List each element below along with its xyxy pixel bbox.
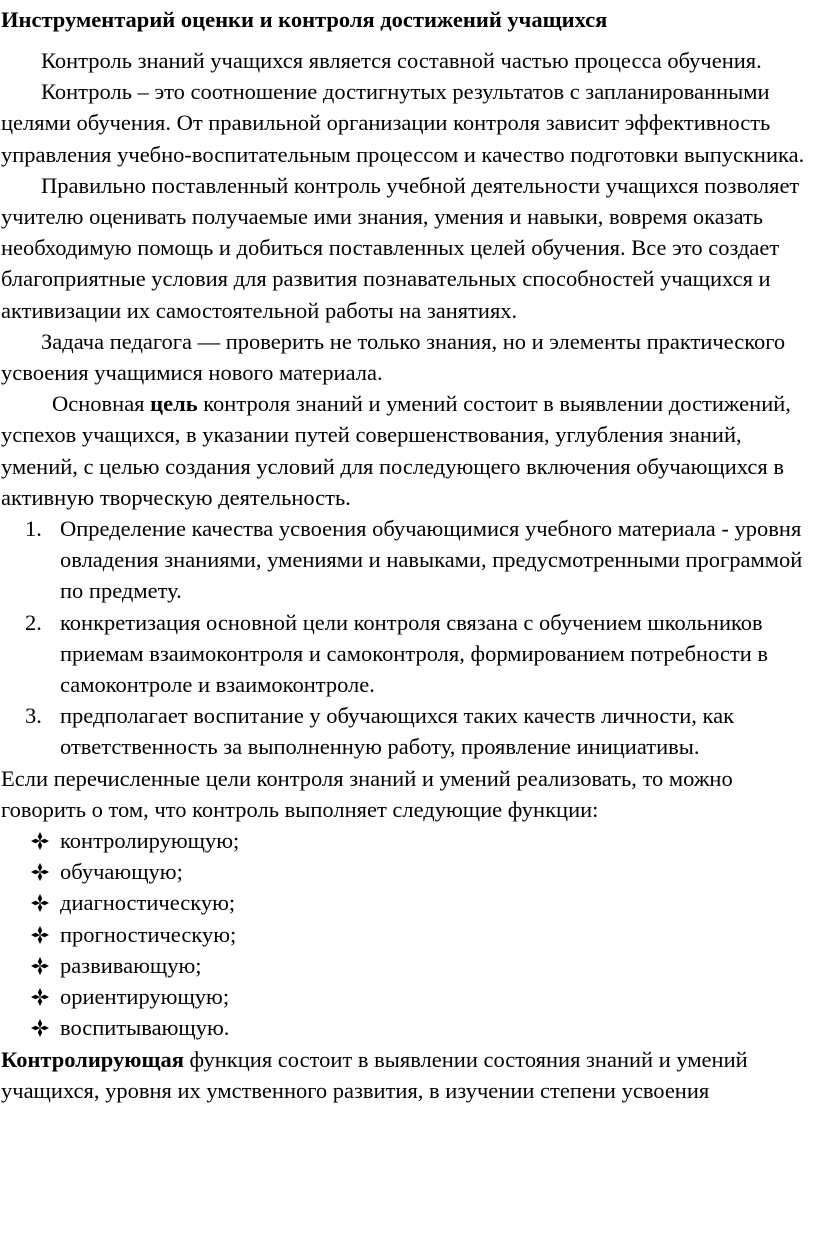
paragraph-3: Правильно поставленный контроль учебной деятельности учащихся позволяет учителю оценивать получаемые ими знания, умения и навыки, вовремя оказать необходимую помощь и добиться поставленных целей обучения. Все это создает благоприятные условия для развития познавательных способностей учащихся и активизации их самостоятельной работы на занятиях. <box>1 172 800 323</box>
list-item-text: воспитывающую. <box>60 1015 230 1041</box>
list-item <box>1 1012 812 1043</box>
list-item-text: контролирующую; <box>60 828 240 854</box>
paragraph-5 <box>1 388 812 513</box>
goals-list <box>1 513 812 763</box>
diamond-bullet-icon <box>31 832 49 850</box>
list-item-text: диагностическую; <box>60 890 236 916</box>
functions-list <box>1 825 812 1043</box>
list-item <box>1 825 812 856</box>
goal-term: цель <box>150 391 198 417</box>
paragraph-2: Контроль – это соотношение достигнутых результатов с запланированными целями обучения. От правильной организации контроля зависит эффективность управления учебно-воспитательным процессом и качество подготовки выпускника. <box>1 79 805 167</box>
diamond-bullet-icon <box>31 926 49 944</box>
list-item-text: конкретизация основной цели контроля связана с обучением школьников приемам взаимоконтроля и самоконтроля, формированием потребности в самоконтроле и взаимоконтроле. <box>60 609 769 698</box>
list-number: 1. <box>25 516 42 542</box>
diamond-bullet-icon <box>31 957 49 975</box>
list-item-text: обучающую; <box>60 859 183 885</box>
list-item <box>1 887 812 918</box>
list-item-text: предполагает воспитание у обучающихся таких качеств личности, как ответственность за выполненную работу, проявление инициативы. <box>60 703 735 760</box>
paragraph-1: Контроль знаний учащихся является составной частью процесса обучения. <box>41 48 762 73</box>
document-title: Инструментарий оценки и контроля достижений учащихся <box>1 7 608 32</box>
list-item <box>1 981 812 1012</box>
paragraph-7-rest: функция состоит в выявлении состояния знаний и умений учащихся, уровня их умственного развития, в изучении степени усвоения <box>1 1046 748 1103</box>
diamond-bullet-icon <box>31 863 49 881</box>
paragraph-5-rest: контроля знаний и умений состоит в выявлении достижений, успехов учащихся, в указании путей совершенствования, углубления знаний, умений, с целью создания условий для последующего включения обучающихся в активную творческую деятельность. <box>1 391 791 510</box>
list-item <box>1 856 812 887</box>
paragraph-6: Если перечисленные цели контроля знаний и умений реализовать, то можно говорить о том, что контроль выполняет следующие функции: <box>1 765 733 822</box>
diamond-bullet-icon <box>31 988 49 1006</box>
paragraph-4: Задача педагога — проверить не только знания, но и элементы практического усвоения учащимися нового материала. <box>1 328 786 386</box>
paragraph-7 <box>1 1044 812 1106</box>
paragraph-5-start: Основная <box>52 391 151 417</box>
list-number: 2. <box>25 609 42 635</box>
list-item <box>1 950 812 981</box>
list-item-text: прогностическую; <box>60 921 237 947</box>
list-item <box>1 607 812 701</box>
list-item-text: Определение качества усвоения обучающимися учебного материала - уровня овладения знаниями, умениями и навыками, предусмотренными программой по предмету. <box>60 516 803 604</box>
list-item <box>1 513 812 607</box>
list-item <box>1 919 812 950</box>
list-item-text: развивающую; <box>60 952 202 978</box>
list-item <box>1 700 812 762</box>
list-item-text: ориентирующую; <box>60 984 230 1010</box>
diamond-bullet-icon <box>31 1019 49 1037</box>
diamond-bullet-icon <box>31 894 49 912</box>
controlling-term: Контролирующая <box>1 1046 184 1072</box>
list-number: 3. <box>25 703 42 729</box>
